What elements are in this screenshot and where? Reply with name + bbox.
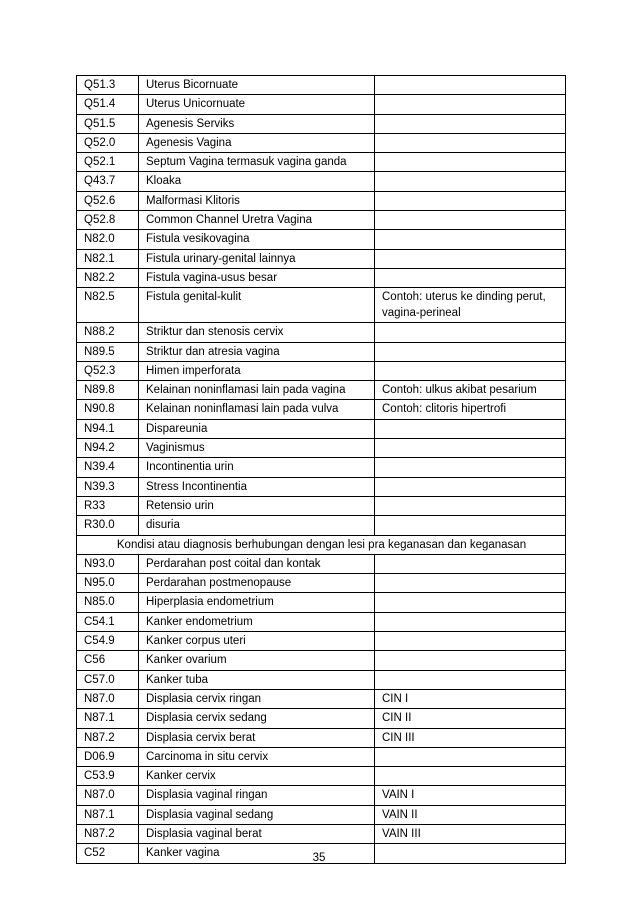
code-cell: Q52.6 [77,191,139,210]
table-row [77,496,566,515]
note-cell [375,419,566,438]
note-cell [375,554,566,573]
code-cell: N87.1 [77,709,139,728]
code-cell: N90.8 [77,400,139,419]
diagnosis-cell: Vaginismus [139,439,375,458]
note-cell [375,651,566,670]
table-row [77,400,566,419]
note-cell [375,342,566,361]
code-cell: Q51.4 [77,95,139,114]
diagnosis-cell: Retensio urin [139,496,375,515]
code-cell: N87.2 [77,728,139,747]
diagnosis-cell: Displasia vaginal sedang [139,805,375,824]
diagnosis-code-table [76,75,566,864]
diagnosis-cell: Kanker vagina [139,844,375,863]
diagnosis-cell: Common Channel Uretra Vagina [139,211,375,230]
note-cell [375,95,566,114]
note-cell [375,612,566,631]
diagnosis-cell: Displasia vaginal ringan [139,786,375,805]
table-row [77,342,566,361]
table-row [77,554,566,573]
table-row [77,805,566,824]
code-cell: N87.2 [77,824,139,843]
table-row [77,767,566,786]
diagnosis-cell: Perdarahan post coital dan kontak [139,554,375,573]
diagnosis-cell: Kanker corpus uteri [139,632,375,651]
note-cell: VAIN III [375,824,566,843]
table-row [77,612,566,631]
note-cell: VAIN II [375,805,566,824]
code-cell: N94.1 [77,419,139,438]
section-heading: Kondisi atau diagnosis berhubungan dengan lesi pra keganasan dan keganasan [77,535,566,554]
table-row [77,516,566,535]
diagnosis-cell: Septum Vagina termasuk vagina ganda [139,153,375,172]
code-cell: N87.0 [77,786,139,805]
diagnosis-cell: Hiperplasia endometrium [139,593,375,612]
code-cell: R33 [77,496,139,515]
code-cell: N89.8 [77,381,139,400]
diagnosis-cell: Striktur dan atresia vagina [139,342,375,361]
code-cell: N87.1 [77,805,139,824]
note-cell [375,747,566,766]
table-row [77,381,566,400]
table-row [77,249,566,268]
table-row [77,361,566,380]
table-row [77,651,566,670]
note-cell: Contoh: ulkus akibat pesarium [375,381,566,400]
diagnosis-cell: Striktur dan stenosis cervix [139,323,375,342]
table-row [77,133,566,152]
table-row [77,172,566,191]
table-row [77,786,566,805]
table-row [77,728,566,747]
note-cell [375,191,566,210]
note-cell [375,458,566,477]
table-row [77,632,566,651]
code-cell: C57.0 [77,670,139,689]
code-cell: N39.4 [77,458,139,477]
note-cell [375,767,566,786]
note-cell [375,574,566,593]
table-row [77,670,566,689]
note-cell [375,172,566,191]
diagnosis-cell: Kloaka [139,172,375,191]
code-cell: N82.2 [77,268,139,287]
note-cell [375,211,566,230]
page-number: 35 [312,852,326,864]
code-cell: R30.0 [77,516,139,535]
note-cell [375,323,566,342]
table-row [77,288,566,323]
diagnosis-cell: Kelainan noninflamasi lain pada vagina [139,381,375,400]
note-cell [375,496,566,515]
code-cell: N82.1 [77,249,139,268]
code-cell: Q52.0 [77,133,139,152]
section-row [77,535,566,554]
note-cell [375,133,566,152]
note-cell [375,361,566,380]
table-row [77,477,566,496]
note-cell [375,230,566,249]
code-cell: N88.2 [77,323,139,342]
code-cell: N87.0 [77,689,139,708]
table-row [77,95,566,114]
table-row [77,153,566,172]
table-row [77,709,566,728]
diagnosis-cell: Stress Incontinentia [139,477,375,496]
table-row [77,230,566,249]
diagnosis-cell: Perdarahan postmenopause [139,574,375,593]
code-cell: N39.3 [77,477,139,496]
code-cell: C52 [77,844,139,863]
code-cell: Q43.7 [77,172,139,191]
diagnosis-cell: Displasia vaginal berat [139,824,375,843]
note-cell: Contoh: uterus ke dinding perut, vagina-perineal [375,288,566,323]
diagnosis-cell: Displasia cervix ringan [139,689,375,708]
code-cell: Q52.3 [77,361,139,380]
diagnosis-cell: Uterus Unicornuate [139,95,375,114]
code-cell: Q52.8 [77,211,139,230]
code-cell: C53.9 [77,767,139,786]
diagnosis-cell: Kanker cervix [139,767,375,786]
table-row [77,419,566,438]
note-cell [375,593,566,612]
table-row [77,323,566,342]
diagnosis-cell: Agenesis Serviks [139,114,375,133]
code-cell: N94.2 [77,439,139,458]
note-cell [375,114,566,133]
code-cell: C54.1 [77,612,139,631]
table-row [77,824,566,843]
note-cell: Contoh: clitoris hipertrofi [375,400,566,419]
note-cell [375,516,566,535]
diagnosis-cell: Fistula urinary-genital lainnya [139,249,375,268]
code-cell: N93.0 [77,554,139,573]
note-cell [375,76,566,95]
table-row [77,593,566,612]
note-cell [375,268,566,287]
diagnosis-cell: Agenesis Vagina [139,133,375,152]
diagnosis-cell: Fistula vagina-usus besar [139,268,375,287]
code-cell: Q52.1 [77,153,139,172]
table-row [77,191,566,210]
diagnosis-cell: Himen imperforata [139,361,375,380]
table-row [77,439,566,458]
table-row [77,689,566,708]
code-cell: N95.0 [77,574,139,593]
code-cell: N85.0 [77,593,139,612]
note-cell: CIN I [375,689,566,708]
code-cell: D06.9 [77,747,139,766]
diagnosis-cell: Incontinentia urin [139,458,375,477]
diagnosis-cell: Kelainan noninflamasi lain pada vulva [139,400,375,419]
code-cell: N89.5 [77,342,139,361]
diagnosis-cell: Displasia cervix berat [139,728,375,747]
diagnosis-cell: Displasia cervix sedang [139,709,375,728]
code-cell: Q51.3 [77,76,139,95]
code-cell: Q51.5 [77,114,139,133]
diagnosis-cell: disuria [139,516,375,535]
diagnosis-cell: Fistula genital-kulit [139,288,375,323]
note-cell: CIN III [375,728,566,747]
diagnosis-cell: Dispareunia [139,419,375,438]
diagnosis-cell: Kanker tuba [139,670,375,689]
diagnosis-cell: Carcinoma in situ cervix [139,747,375,766]
table-row [77,211,566,230]
table-row [77,747,566,766]
diagnosis-cell: Kanker endometrium [139,612,375,631]
code-cell: C54.9 [77,632,139,651]
code-cell: N82.5 [77,288,139,323]
note-cell [375,249,566,268]
note-cell [375,439,566,458]
diagnosis-cell: Fistula vesikovagina [139,230,375,249]
table-row [77,458,566,477]
table-row [77,574,566,593]
table-row [77,76,566,95]
table-row [77,268,566,287]
diagnosis-cell: Kanker ovarium [139,651,375,670]
note-cell [375,477,566,496]
note-cell: CIN II [375,709,566,728]
note-cell [375,632,566,651]
diagnosis-cell: Uterus Bicornuate [139,76,375,95]
note-cell [375,670,566,689]
note-cell: VAIN I [375,786,566,805]
note-cell [375,153,566,172]
diagnosis-cell: Malformasi Klitoris [139,191,375,210]
table-body [77,76,566,864]
code-cell: C56 [77,651,139,670]
table-row [77,114,566,133]
code-cell: N82.0 [77,230,139,249]
